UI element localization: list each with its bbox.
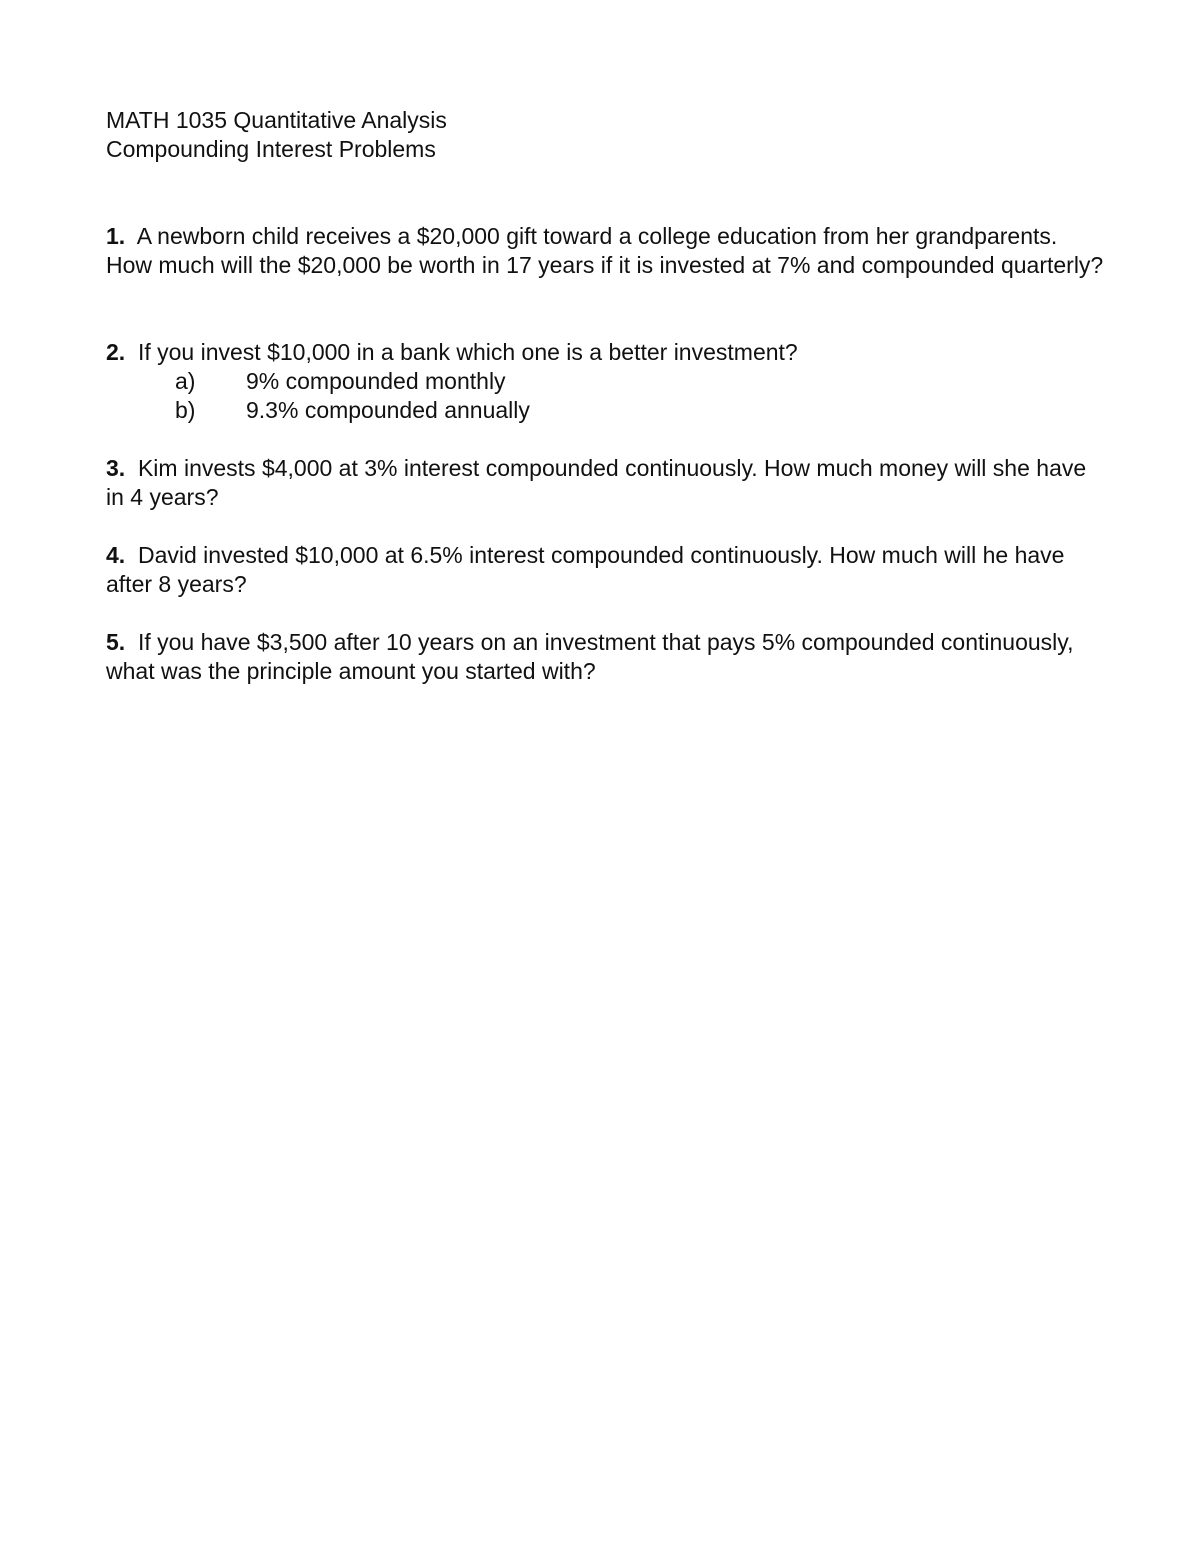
option-b — [106, 396, 1106, 425]
problem-4 — [106, 541, 1106, 599]
option-a-label: a) — [175, 368, 196, 394]
problem-1-number: 1. — [106, 223, 126, 249]
problem-2-number: 2. — [106, 339, 126, 365]
problem-3-text: Kim invests $4,000 at 3% interest compounded continuously. How much money will she have in 4 years? — [106, 455, 1087, 510]
problem-2-options — [106, 367, 1106, 425]
problem-3 — [106, 454, 1106, 512]
problem-2-text: If you invest $10,000 in a bank which one is a better investment? — [137, 339, 798, 365]
option-b-text: 9.3% compounded annually — [246, 397, 530, 423]
problem-2 — [106, 338, 1106, 425]
problem-5-number: 5. — [106, 629, 126, 655]
worksheet-title: Compounding Interest Problems — [106, 136, 436, 162]
problem-4-text: David invested $10,000 at 6.5% interest compounded continuously. How much will he have after 8 years? — [106, 542, 1065, 597]
problem-1-text: A newborn child receives a $20,000 gift toward a college education from her grandparents. How much will the $20,000 be worth in 17 years if it is invested at 7% and compounded quarterly? — [106, 223, 1104, 278]
option-a-text: 9% compounded monthly — [246, 368, 506, 394]
course-title: MATH 1035 Quantitative Analysis — [106, 107, 447, 133]
problem-1 — [106, 222, 1106, 280]
problem-3-number: 3. — [106, 455, 126, 481]
option-b-label: b) — [175, 397, 196, 423]
problem-4-number: 4. — [106, 542, 126, 568]
document-content — [106, 106, 1106, 686]
problem-list — [106, 222, 1106, 686]
problem-5 — [106, 628, 1106, 686]
problem-5-text: If you have $3,500 after 10 years on an investment that pays 5% compounded continuously, what was the principle amount you started with? — [106, 629, 1074, 684]
option-a — [106, 367, 1106, 396]
